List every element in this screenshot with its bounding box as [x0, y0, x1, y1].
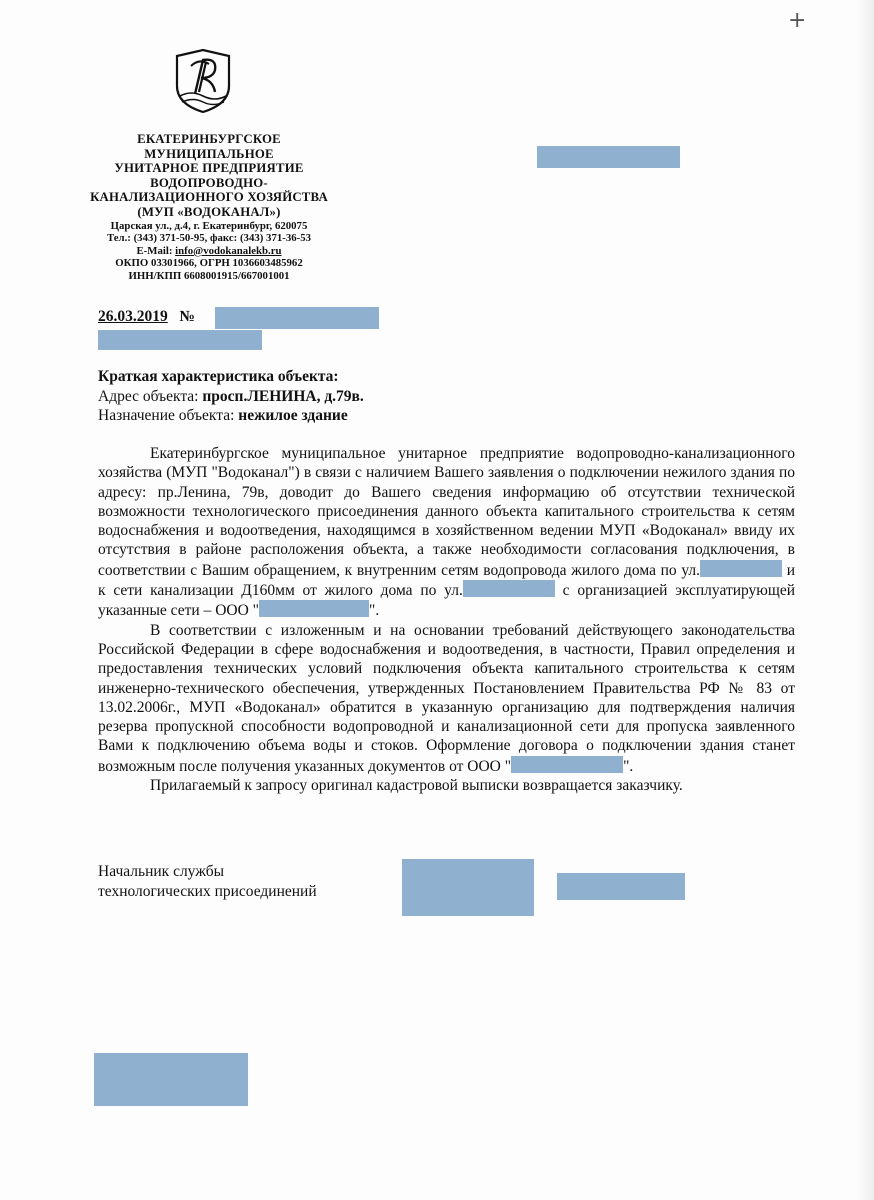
org-email-label: E-Mail: — [136, 244, 176, 257]
paragraph-1 — [98, 444, 795, 621]
object-summary — [98, 367, 364, 426]
organization-header — [90, 132, 328, 283]
paragraph-1-part-d: ". — [369, 602, 380, 620]
paragraph-1-part-c: с организацией эксплуатирующей указанные сети – ООО " — [98, 582, 795, 620]
signature-block — [98, 862, 317, 902]
org-address: Царская ул., д.4, г. Екатеринбург, 620075 — [110, 219, 308, 232]
redacted-company-1 — [259, 600, 369, 617]
org-inn: ИНН/КПП 6608001915/667001001 — [128, 269, 290, 282]
org-name-line: (МУП «ВОДОКАНАЛ») — [137, 204, 281, 219]
paragraph-3: Прилагаемый к запросу оригинал кадастровой выписки возвращается заказчику. — [150, 777, 683, 795]
signer-title-line-2: технологических присоединений — [98, 883, 317, 900]
address-value: просп.ЛЕНИНА, д.79в. — [202, 387, 364, 405]
vodokanal-logo-icon — [173, 48, 233, 114]
redacted-street-2 — [463, 580, 555, 597]
redacted-recipient — [537, 146, 680, 168]
signer-title-line-1: Начальник службы — [98, 863, 225, 880]
org-email-link[interactable]: info@vodokanalekb.ru — [175, 244, 282, 257]
org-phone: Тел.: (343) 371-50-95, факс: (343) 371-36-53 — [106, 232, 312, 245]
redacted-letter-ref — [98, 330, 262, 350]
page-edge-shadow — [856, 0, 874, 1200]
purpose-label: Назначение объекта: — [98, 407, 239, 424]
org-name-line: ЕКАТЕРИНБУРГСКОЕ — [137, 132, 281, 146]
letter-date: 26.03.2019 — [98, 308, 168, 325]
org-name-line: КАНАЛИЗАЦИОННОГО ХОЗЯЙСТВА — [90, 190, 328, 205]
paragraph-2-part-a: В соответствии с изложенным и на основании требований действующего законодательства Российской Федерации в сфере водоснабжения и водоотведения, в частности, Правил определения и предоставления технических условий подключения объекта капитального строительства к сетям инженерно-технического обеспечения, утвержденных Постановлением Правительства РФ № 83 от 13.02.2006г., МУП «Водоканал» обратится в указанную организацию для подтверждения наличия резерва пропускной способности водопроводной и канализационной сети для пропуска заявленного Вами к подключению объема воды и стоков. Оформление договора о подключении здания станет возможным после получения указанных документов от ООО " — [98, 621, 795, 775]
summary-address-line — [98, 387, 364, 407]
org-okpo: ОКПО 03301966, ОГРН 1036603485962 — [115, 257, 303, 270]
letter-number-label: № — [179, 308, 195, 325]
paragraph-1-part-a: Екатеринбургское муниципальное унитарное предприятие водопроводно-канализационного хозяйства (МУП "Водоканал") в связи с наличием Вашего заявления о подключении нежилого здания по адресу: пр.Ленина, 79в, доводит до Вашего сведения информацию об отсутствии технической возможности технологического присоединения данного объекта капитального строительства к сетям водоснабжения и водоотведения, находящимся в хозяйственном ведении МУП «Водоканал» ввиду их отсутствия в районе расположения объекта, а также необходимости согласования подключения, в соответствии с Вашим обращением, к внутренним сетям водопровода жилого дома по ул. — [98, 445, 795, 579]
summary-purpose-line — [98, 406, 364, 426]
letter-body — [98, 444, 795, 795]
corner-pen-mark: + — [788, 8, 807, 33]
letter-date-number — [98, 308, 195, 326]
org-name-line: ВОДОПРОВОДНО- — [150, 175, 268, 190]
org-name-line: УНИТАРНОЕ ПРЕДПРИЯТИЕ — [114, 161, 304, 176]
paragraph-2-part-b: ". — [623, 757, 634, 775]
summary-title: Краткая характеристика объекта: — [98, 368, 339, 385]
address-label: Адрес объекта: — [98, 387, 203, 405]
redacted-signer-name — [557, 873, 685, 900]
redacted-company-2 — [511, 756, 623, 773]
org-name-line: МУНИЦИПАЛЬНОЕ — [144, 146, 274, 161]
redacted-executor — [94, 1053, 248, 1106]
purpose-value: нежилое здание — [238, 407, 348, 424]
org-email-line — [90, 245, 328, 258]
paragraph-1-part-b: и к сети канализации Д160мм от жилого дома по ул. — [98, 561, 795, 600]
redacted-letter-number — [215, 307, 379, 329]
redacted-street-1 — [700, 560, 782, 577]
redacted-signature — [402, 859, 534, 916]
paragraph-2 — [98, 621, 795, 776]
